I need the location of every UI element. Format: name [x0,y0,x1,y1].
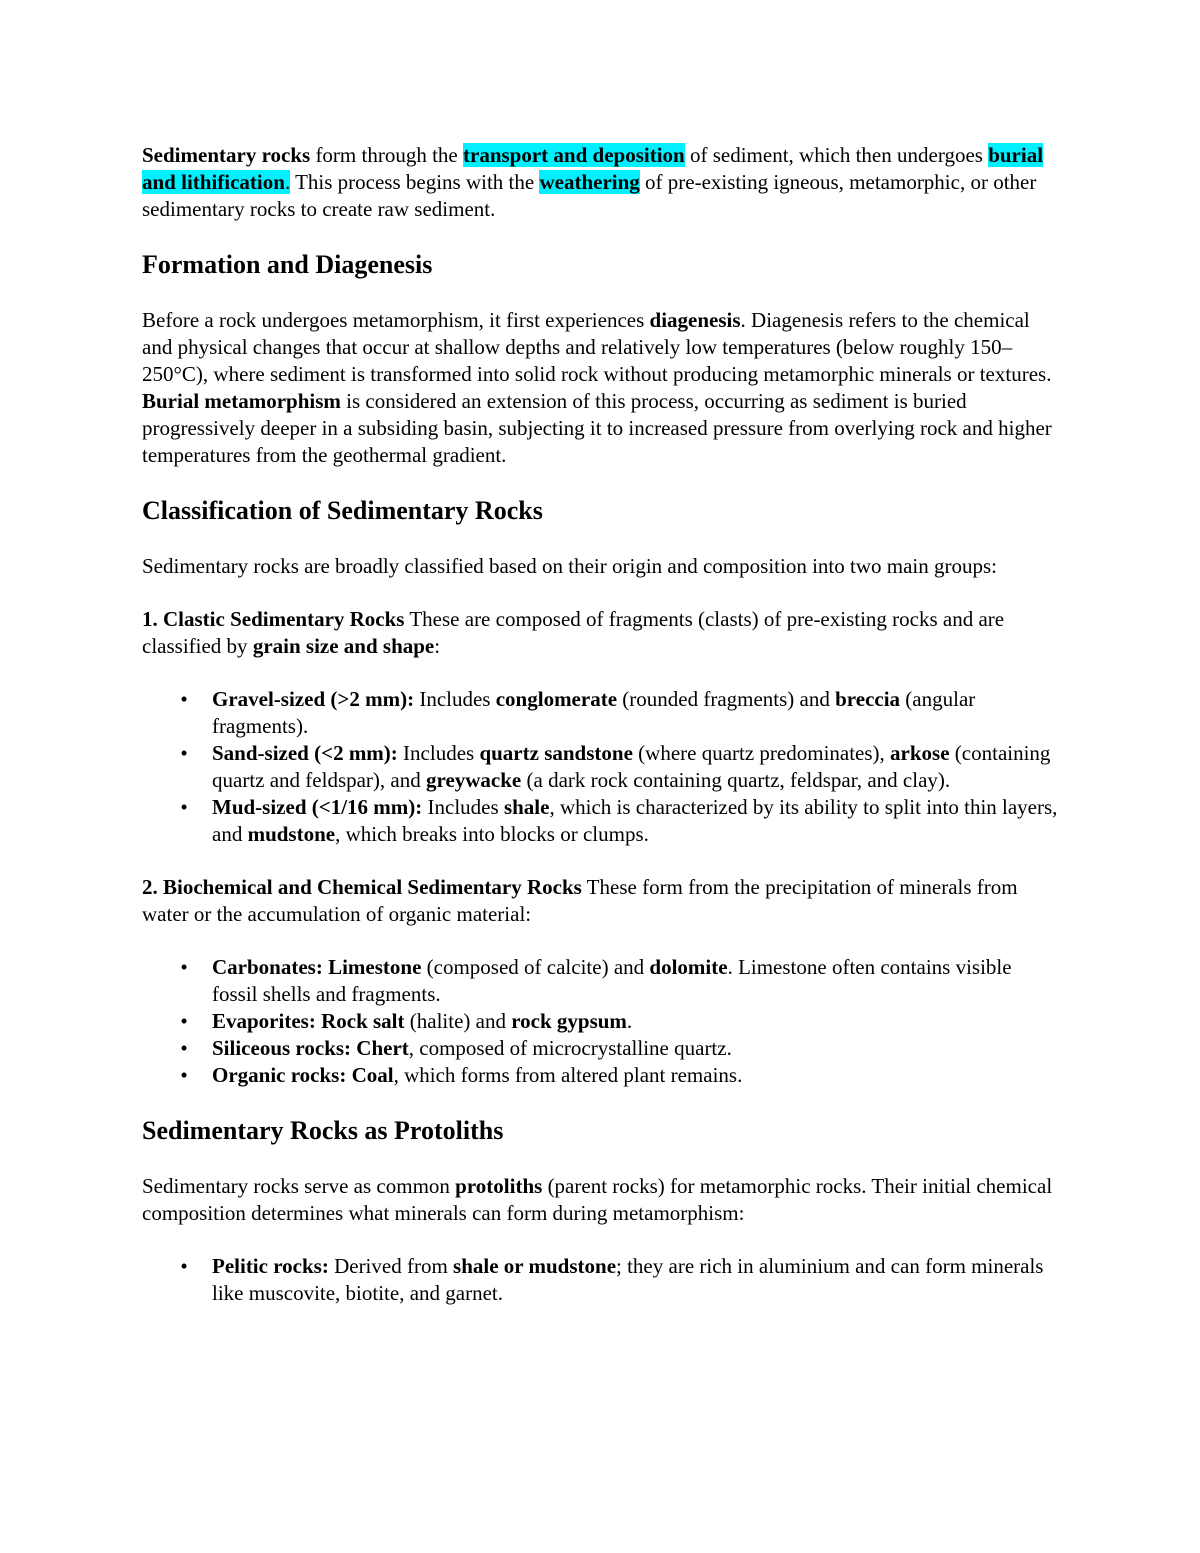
intro-paragraph [142,142,1062,223]
text-run: Before a rock undergoes metamorphism, it first experiences [142,308,650,332]
heading-protoliths: Sedimentary Rocks as Protoliths [142,1116,504,1145]
text-run: (rounded fragments) and [617,687,836,711]
list-item-sand [180,740,1062,794]
term: Coal [351,1063,394,1087]
term: Chert [356,1036,409,1060]
list-item-mud [180,794,1062,848]
text-run: , composed of microcrystalline quartz. [408,1036,732,1060]
text-run: (halite) and [404,1009,512,1033]
list-item-siliceous [180,1035,1062,1062]
list-item-organic [180,1062,1062,1089]
term-protoliths: protoliths [455,1174,543,1198]
item-title: Organic rocks: [212,1063,347,1087]
chemical-list [142,954,1062,1089]
term: shale or mudstone [453,1254,617,1278]
bullet-icon: • [180,1254,188,1278]
highlight-transport-deposition: transport and deposition [463,143,685,167]
term-clastic-sedimentary-rocks: 1. Clastic Sedimentary Rocks [142,607,405,631]
chemical-paragraph [142,874,1062,928]
term: Limestone [328,955,422,979]
list-item-pelitic [180,1253,1062,1307]
item-title: Mud-sized (<1/16 mm): [212,795,423,819]
text-run: ; they are rich in aluminium and can form minerals like muscovite, biotite, and garnet. [212,1254,1044,1305]
text-run: , which is characterized by its ability to split into thin layers, and [212,795,1058,846]
text-run: (composed of calcite) and [421,955,650,979]
term: rock gypsum [511,1009,627,1033]
diagenesis-paragraph [142,307,1062,469]
bullet-icon: • [180,795,188,819]
bullet-icon: • [180,1009,188,1033]
text-run: (a dark rock containing quartz, feldspar, and clay). [521,768,951,792]
text-run: (parent rocks) for metamorphic rocks. Their initial chemical composition determines what minerals can form during metamorphism: [142,1174,1053,1225]
item-title: Pelitic rocks: [212,1254,329,1278]
protoliths-list [142,1253,1062,1307]
highlight-period: . [284,170,291,194]
list-item-gravel [180,686,1062,740]
term: Rock salt [321,1009,405,1033]
clastic-paragraph [142,606,1062,660]
text-run: . [626,1009,633,1033]
term: breccia [835,687,901,711]
list-item-carbonates [180,954,1062,1008]
text-run: These are composed of fragments (clasts) of pre-existing rocks and are classified by [142,607,1005,658]
document-body [142,142,1062,1333]
text-run: Includes [422,795,504,819]
text-run: Sedimentary rocks serve as common [142,1174,456,1198]
item-title: Gravel-sized (>2 mm): [212,687,415,711]
term: shale [503,795,550,819]
term: conglomerate [495,687,618,711]
bullet-icon: • [180,1063,188,1087]
list-item-evaporites [180,1008,1062,1035]
highlight-burial-lithification: burial and lithification [142,143,1044,194]
text-run: , which breaks into blocks or clumps. [335,822,649,846]
text-run: form through the [310,143,463,167]
term: quartz sandstone [479,741,633,765]
text-run: of pre-existing igneous, metamorphic, or other sedimentary rocks to create raw sediment. [142,170,1037,221]
bullet-icon: • [180,955,188,979]
clastic-list [142,686,1062,848]
term-grain-size-shape: grain size and shape [252,634,435,658]
term-sedimentary-rocks: Sedimentary rocks [142,143,311,167]
term: greywacke [426,768,522,792]
text-run: is considered an extension of this process, occurring as sediment is buried progressively deeper in a subsiding basin, subjecting it to increased pressure from overlying rock and higher temperatures from the geothermal gradient. [142,389,1052,467]
text-run: (containing quartz and feldspar), and [212,741,1051,792]
text-run: This process begins with the [290,170,540,194]
item-title: Sand-sized (<2 mm): [212,741,398,765]
text-run: . Limestone often contains visible fossil shells and fragments. [212,955,1012,1006]
term-diagenesis: diagenesis [649,308,741,332]
item-title: Evaporites: [212,1009,316,1033]
protoliths-paragraph [142,1173,1062,1227]
bullet-icon: • [180,687,188,711]
heading-classification: Classification of Sedimentary Rocks [142,496,543,525]
highlight-weathering: weathering [539,170,640,194]
bullet-icon: • [180,741,188,765]
text-run: Includes [397,741,480,765]
text-run: (angular fragments). [212,687,976,738]
text-run: , which forms from altered plant remains. [393,1063,743,1087]
term: mudstone [247,822,336,846]
text-run: . Diagenesis refers to the chemical and physical changes that occur at shallow depths and relatively low temperatures (below roughly 150–250°C), where sediment is transformed into solid rock without producing metamorphic minerals or textures. [142,308,1052,386]
heading-formation-diagenesis: Formation and Diagenesis [142,250,433,279]
text-run: (where quartz predominates), [632,741,891,765]
term-biochemical-chemical: 2. Biochemical and Chemical Sedimentary Rocks [142,875,582,899]
item-title: Carbonates: [212,955,323,979]
term-burial-metamorphism: Burial metamorphism [142,389,341,413]
text-run: : [434,634,441,658]
text-run: Includes [414,687,496,711]
text-run: Derived from [328,1254,454,1278]
text-run: These form from the precipitation of minerals from water or the accumulation of organic material: [142,875,1018,926]
term: dolomite [649,955,728,979]
text-run: of sediment, which then undergoes [684,143,989,167]
term: arkose [890,741,950,765]
classification-intro: Sedimentary rocks are broadly classified based on their origin and composition into two main groups: [142,554,997,578]
item-title: Siliceous rocks: [212,1036,352,1060]
bullet-icon: • [180,1036,188,1060]
